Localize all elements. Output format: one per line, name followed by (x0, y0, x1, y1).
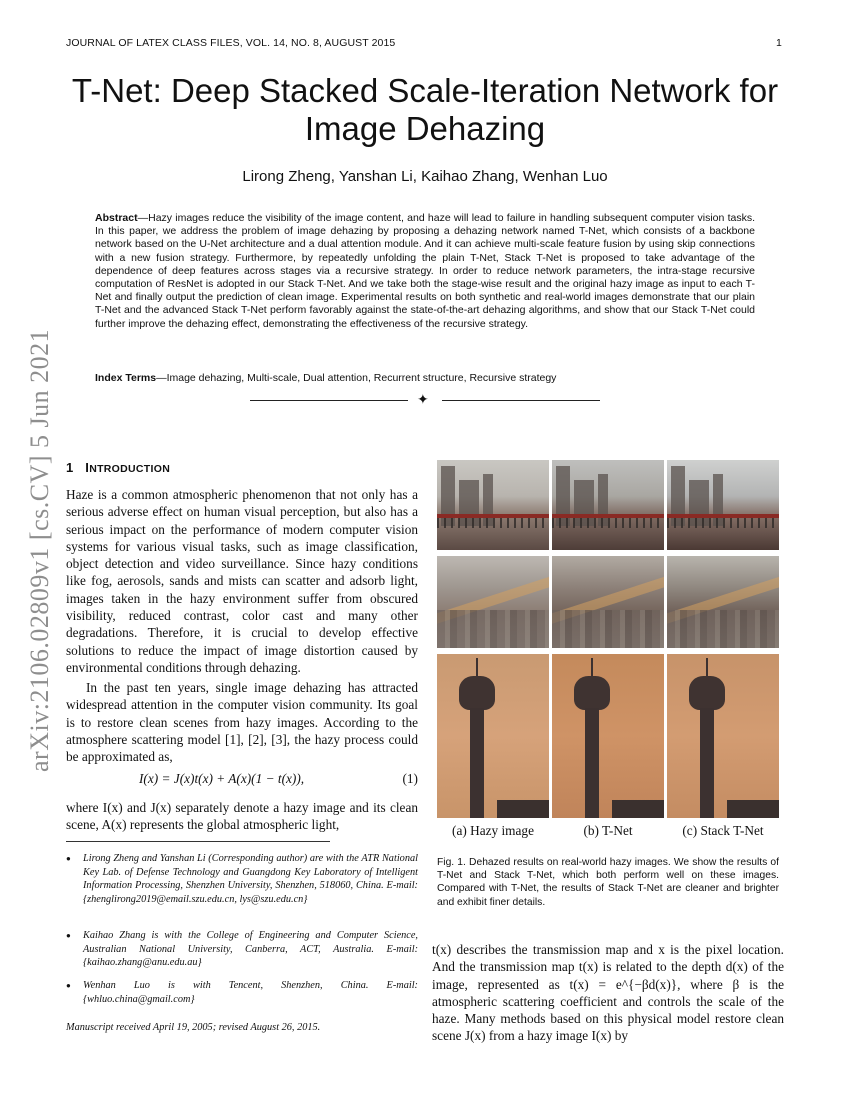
figure-image-city-tnet (552, 556, 664, 648)
subcaption-hazy: (a) Hazy image (452, 823, 534, 838)
figure-image-bridge-stack-tnet (667, 460, 779, 550)
page-number: 1 (776, 37, 782, 49)
footnote-affiliation-1 (66, 852, 418, 906)
intro-paragraph-1: Haze is a common atmospheric phenomenon that not only has a serious adverse effect on human visual perception, but also has a serious impact on the performance of modern computer vision systems for various visual tasks, such as image classification, object detection and video surveillance. Since hazy conditions like fog, aerosols, sands and mists can scatter and adsorb light, images taken in the hazy environment suffer from obscured visibility, reduced contrast, color cast and many other degradations. Therefore, it is crucial to develop effective solutions to reduce the impact of image distortion caused by environmental conditions through dehazing. (66, 487, 418, 675)
figure-image-bridge-tnet (552, 460, 664, 550)
figure-caption: Fig. 1. Dehazed results on real-world hazy images. We show the results of T-Net and Stack T-Net, which both perform well on these images. Compared with T-Net, the results of Stack T-Net are cleaner and brighter and exhibit finer details. (437, 857, 779, 908)
figure-image-bridge-hazy (437, 460, 549, 550)
index-terms (95, 372, 755, 384)
section-number: 1 (66, 460, 74, 475)
paper-title: T-Net: Deep Stacked Scale-Iteration Network for Image Dehazing (71, 72, 779, 147)
figure-image-city-stack-tnet (667, 556, 779, 648)
column2-paragraph: t(x) describes the transmission map and x is the pixel location. And the transmission map t(x) is related to the depth d(x) of the image, represented as t(x) = e^{−βd(x)}, where β is the atmospheric scattering coefficient and controls the scale of the haze. Many methods based on this physical model restore clean scene J(x) from a hazy image I(x) by (432, 942, 784, 1044)
figure-1 (437, 460, 779, 838)
equation-body: I(x) = J(x)t(x) + A(x)(1 − t(x)), (139, 771, 305, 786)
arxiv-stamp: arXiv:2106.02809v1 [cs.CV] 5 Jun 2021 (25, 328, 54, 772)
footnote-text: Wenhan Luo is with Tencent, Shenzhen, China. E-mail: {whluo.china@gmail.com} (83, 980, 418, 1005)
footnote-bullet-icon: ● (66, 854, 71, 863)
figure-image-tower-hazy (437, 654, 549, 818)
running-header: JOURNAL OF LATEX CLASS FILES, VOL. 14, NO. 8, AUGUST 2015 (66, 37, 396, 49)
abstract-label: Abstract (95, 212, 138, 224)
figure-image-tower-tnet (552, 654, 664, 818)
section-divider (250, 393, 600, 409)
equation-1 (66, 771, 418, 789)
abstract (95, 212, 755, 331)
subcaption-stack-tnet: (c) Stack T-Net (682, 823, 764, 838)
footnote-bullet-icon: ● (66, 931, 71, 940)
index-terms-label: Index Terms (95, 372, 157, 384)
section-title-rest: NTRODUCTION (89, 463, 171, 475)
divider-diamond-icon: ✦ (417, 393, 429, 408)
footnote-text: Kaihao Zhang is with the College of Engineering and Computer Science, Australian National University, Canberra, ACT, Australia. E-mail: {kaihao.zhang@anu.edu.au} (83, 930, 418, 968)
section-title-initial: I (85, 460, 90, 475)
index-terms-text: —Image dehazing, Multi-scale, Dual attention, Recurrent structure, Recursive strategy (156, 372, 557, 384)
subcaption-tnet: (b) T-Net (583, 823, 633, 838)
section-heading (66, 460, 170, 475)
footnote-affiliation-3 (66, 979, 418, 1006)
author-list: Lirong Zheng, Yanshan Li, Kaihao Zhang, Wenhan Luo (242, 168, 608, 185)
footnote-bullet-icon: ● (66, 981, 71, 990)
abstract-text: —Hazy images reduce the visibility of the image content, and haze will lead to failure in handling subsequent computer vision tasks. In this paper, we address the problem of image dehazing by proposing a dehazing network named T-Net, which consists of a backbone network based on the U-Net architecture and a dual attention module. And it can achieve multi-scale feature fusion by using skip connections with a new fusion strategy. Furthermore, by repeatedly unfolding the plain T-Net, Stack T-Net is proposed to take advantage of the dependence of deep features across stages via a recursive strategy. In order to reduce network parameters, the intra-stage recursive computation of ResNet is adopted in our Stack T-Net. And we take both the stage-wise result and the original hazy image as input to each T-Net and finally output the prediction of clean image. Experimental results on both synthetic and real-world images demonstrate that our plain T-Net and the advanced Stack T-Net perform favorably against the state-of-the-art dehazing algorithms, and show that our Stack T-Net could further improve the dehazing effect, demonstrating the effectiveness of the recursive strategy. (95, 212, 755, 330)
footnote-rule (66, 841, 330, 842)
intro-paragraph-3: where I(x) and J(x) separately denote a hazy image and its clean scene, A(x) represents the global atmospheric light, (66, 800, 418, 833)
intro-paragraph-2: In the past ten years, single image dehazing has attracted widespread attention in the computer vision community. Its goal is to restore clean scenes from hazy images. According to the atmosphere scattering model [1], [2], [3], the hazy process could be approximated as, (66, 680, 418, 765)
divider-line-left (250, 400, 408, 401)
figure-image-tower-stack-tnet (667, 654, 779, 818)
manuscript-note: Manuscript received April 19, 2005; revised August 26, 2015. (66, 1022, 321, 1033)
footnote-affiliation-2 (66, 929, 418, 970)
footnote-text: Lirong Zheng and Yanshan Li (Corresponding author) are with the ATR National Key Lab. of Defense Technology and Guangdong Key Laboratory of Intelligent Information Processing, Shenzhen University, Shenzhen, 518060, China. E-mail: {zhenglirong2019@email.szu.edu.cn, lys@szu.edu.cn} (83, 853, 418, 905)
divider-line-right (442, 400, 600, 401)
equation-number: (1) (402, 771, 418, 786)
figure-image-city-hazy (437, 556, 549, 648)
